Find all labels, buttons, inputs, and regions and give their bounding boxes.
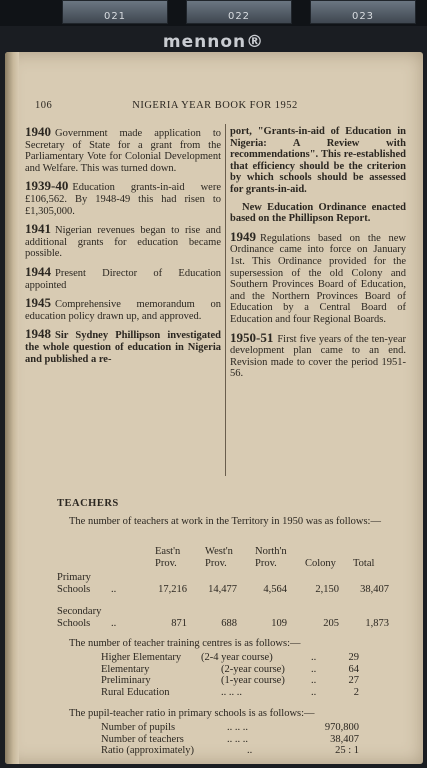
ordinance-heading: New Education Ordinance enacted based on the Phillipson Report. bbox=[230, 201, 406, 225]
timeline-entry bbox=[230, 228, 406, 326]
row-leader-dots: .. bbox=[111, 584, 117, 595]
column-header: Colony bbox=[305, 558, 336, 569]
table-cell: 1,873 bbox=[365, 618, 389, 629]
centre-course: (2-4 year course) bbox=[201, 652, 273, 663]
entry-text: Nigerian revenues began to rise and additional grants for education became possible. bbox=[25, 225, 221, 260]
column-header: Total bbox=[353, 558, 375, 569]
ratio-value: 38,407 bbox=[330, 733, 359, 745]
list-item bbox=[101, 687, 407, 699]
centre-course: (1-year course) bbox=[221, 675, 285, 686]
table-cell: 2,150 bbox=[315, 584, 339, 595]
ratio-value: 970,800 bbox=[324, 722, 359, 733]
list-item bbox=[101, 675, 407, 687]
entry-year: 1940 bbox=[25, 124, 51, 139]
centre-count: 29 bbox=[348, 652, 359, 663]
film-strip bbox=[0, 0, 427, 26]
centre-count: 2 bbox=[353, 686, 359, 698]
column-header: West'n Prov. bbox=[205, 546, 233, 569]
ratio-label: Number of pupils bbox=[101, 722, 176, 733]
frame-number: 023 bbox=[351, 11, 375, 22]
timeline-entry bbox=[25, 263, 221, 291]
centre-name: Higher Elementary bbox=[101, 652, 182, 663]
entry-year: 1945 bbox=[25, 295, 51, 311]
ratio-list bbox=[101, 722, 407, 757]
entry-text: Present Director of Education appointed bbox=[25, 267, 221, 291]
centre-name: Rural Education bbox=[101, 686, 170, 698]
section-heading: TEACHERS bbox=[57, 498, 119, 509]
entry-year: 1944 bbox=[25, 263, 51, 279]
table-cell: 17,216 bbox=[158, 584, 187, 595]
row-label: Schools bbox=[57, 618, 91, 629]
left-column bbox=[25, 126, 221, 371]
frame-number: 022 bbox=[227, 11, 251, 22]
list-item bbox=[101, 652, 407, 664]
entry-year: 1950-51 bbox=[230, 329, 274, 345]
film-frame bbox=[310, 0, 416, 24]
entry-text: Government made application to Secretary of State for a grant from the Parliamentary Vote for Colonial Development and Welfare. This was turned down. bbox=[25, 128, 221, 174]
table-cell: 205 bbox=[323, 618, 339, 629]
row-label: Secondary bbox=[57, 606, 102, 617]
leader-dots: .. bbox=[311, 652, 317, 663]
book-title: NIGERIA YEAR BOOK FOR 1952 bbox=[132, 100, 298, 111]
list-item bbox=[101, 745, 407, 757]
timeline-entry bbox=[25, 180, 221, 217]
centres-intro: The number of teacher training centres is as follows:— bbox=[69, 638, 301, 649]
leader-dots: .. .. .. bbox=[227, 722, 248, 733]
entry-year: 1948 bbox=[25, 326, 51, 342]
film-frame bbox=[186, 0, 292, 24]
report-continuation: port, "Grants-in-aid of Education in Nigeria: A Review with recommendations". This re-established that efficiency should be the criterion by which schools should be assessed for grants-in-aid. bbox=[230, 126, 406, 195]
centre-name: Elementary bbox=[101, 663, 150, 675]
column-divider bbox=[225, 124, 226, 476]
timeline-entry bbox=[25, 223, 221, 260]
ratio-label: Number of teachers bbox=[101, 733, 184, 745]
table-cell: 109 bbox=[271, 618, 287, 629]
column-header: East'n Prov. bbox=[155, 546, 181, 569]
table-cell: 4,564 bbox=[263, 584, 287, 595]
centre-name: Preliminary bbox=[101, 675, 151, 686]
film-frame bbox=[62, 0, 168, 24]
book-page bbox=[5, 52, 423, 764]
page-number: 106 bbox=[35, 100, 53, 111]
ratio-intro: The pupil-teacher ratio in primary schools is as follows:— bbox=[69, 708, 315, 719]
entry-year: 1949 bbox=[230, 228, 256, 244]
teachers-intro: The number of teachers at work in the Territory in 1950 was as follows:— bbox=[69, 516, 381, 527]
centres-list bbox=[101, 652, 407, 698]
entry-text: Sir Sydney Phillipson investigated the whole question of education in Nigeria and published a re- bbox=[25, 330, 221, 365]
entry-text: Comprehensive memorandum on education policy drawn up, and approved. bbox=[25, 299, 221, 322]
frame-number: 021 bbox=[103, 11, 127, 22]
ratio-value: 25 : 1 bbox=[335, 745, 359, 756]
centre-count: 64 bbox=[348, 663, 359, 675]
page-binding bbox=[5, 52, 19, 764]
entry-year: 1939-40 bbox=[25, 178, 69, 194]
centre-course: .. .. .. bbox=[221, 686, 242, 698]
table-cell: 688 bbox=[221, 618, 237, 629]
scanner-brand-logo: mennon® bbox=[162, 32, 265, 52]
entry-text: Regulations based on the new Ordinance came into force on January 1st. This Ordinance provided for the supersession of the old Colony and Southern Provinces Board of Education, and the Northern Provinces Board of Education by a Central Board of Education and four Regional Boards. bbox=[230, 232, 406, 325]
entry-year: 1941 bbox=[25, 221, 51, 237]
centre-course: (2-year course) bbox=[221, 663, 285, 675]
timeline-entry bbox=[230, 329, 406, 380]
list-item bbox=[101, 722, 407, 734]
entry-text: Education grants-in-aid were £106,562. By 1948-49 this had risen to £1,305,000. bbox=[25, 182, 221, 217]
column-header: North'n Prov. bbox=[255, 546, 287, 569]
leader-dots: .. bbox=[311, 675, 317, 686]
leader-dots: .. .. .. bbox=[227, 733, 248, 745]
ratio-label: Ratio (approximately) bbox=[101, 745, 195, 756]
table-cell: 14,477 bbox=[208, 584, 237, 595]
leader-dots: .. bbox=[247, 745, 253, 756]
entry-text: First five years of the ten-year development plan came to an end. Revision made to cover the period 1951-56. bbox=[230, 333, 406, 380]
right-column bbox=[230, 126, 406, 386]
table-cell: 871 bbox=[171, 618, 187, 629]
row-label: Primary bbox=[57, 572, 91, 583]
timeline-entry bbox=[25, 297, 221, 322]
list-item bbox=[101, 734, 407, 746]
leader-dots: .. bbox=[311, 663, 317, 675]
centre-count: 27 bbox=[348, 675, 359, 686]
row-label: Schools bbox=[57, 584, 91, 595]
list-item bbox=[101, 664, 407, 676]
timeline-entry bbox=[25, 328, 221, 365]
leader-dots: .. bbox=[311, 686, 317, 698]
table-cell: 38,407 bbox=[360, 584, 389, 595]
row-leader-dots: .. bbox=[111, 618, 117, 629]
timeline-entry bbox=[25, 126, 221, 174]
